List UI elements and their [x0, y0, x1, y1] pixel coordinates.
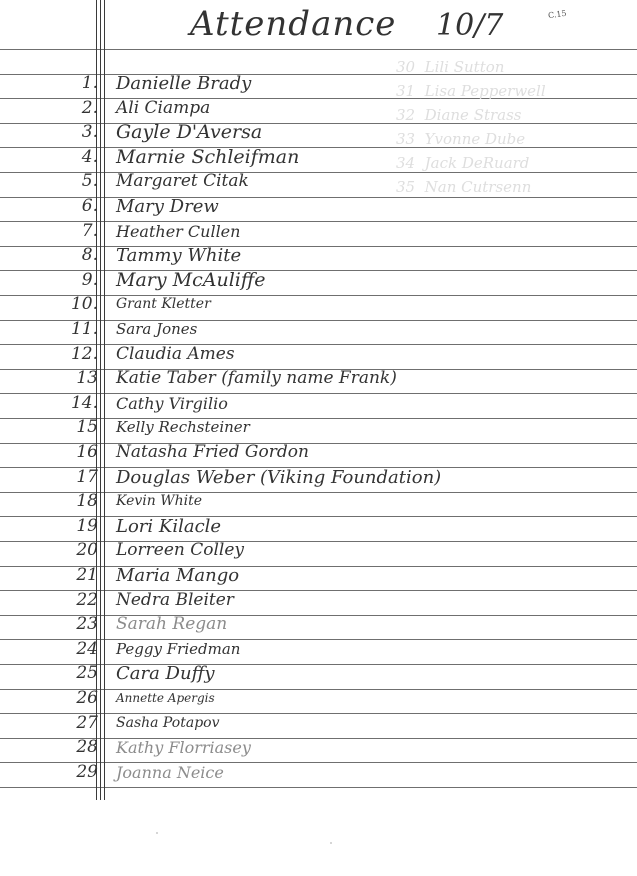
list-item	[0, 145, 637, 170]
list-item	[0, 465, 637, 490]
entry-number: 29	[76, 762, 98, 782]
paper-speck	[156, 832, 158, 834]
entry-number: 24	[76, 639, 98, 659]
attendee-name: Lorreen Colley	[116, 540, 245, 560]
attendee-name: Heather Cullen	[116, 222, 241, 241]
entry-number: 17	[76, 467, 98, 487]
list-item	[0, 342, 637, 367]
attendee-name: Douglas Weber (Viking Foundation)	[116, 467, 442, 488]
list-item	[0, 514, 637, 539]
corner-mark: C.15	[547, 8, 568, 21]
entry-number: 8.	[81, 245, 98, 265]
entry-number: 22	[76, 590, 98, 610]
list-item	[0, 169, 637, 194]
list-item	[0, 661, 637, 686]
list-item	[0, 563, 637, 588]
attendee-name: Cathy Virgilio	[116, 394, 228, 413]
attendee-name: Annette Apergis	[116, 691, 215, 705]
paper-speck	[330, 842, 332, 844]
attendee-name: Grant Kletter	[116, 296, 211, 312]
list-item	[0, 489, 637, 514]
attendee-name: Claudia Ames	[116, 344, 235, 364]
attendee-name: Ali Ciampa	[116, 98, 211, 118]
entry-number: 25	[76, 663, 98, 683]
list-item	[0, 760, 637, 785]
attendee-name: Katie Taber (family name Frank)	[116, 368, 397, 388]
entry-number: 11.	[70, 319, 98, 339]
attendee-name: Tammy White	[116, 245, 242, 266]
list-item	[0, 612, 637, 637]
attendee-name: Nedra Bleiter	[116, 590, 234, 610]
attendee-name: Kevin White	[116, 493, 203, 509]
list-item	[0, 96, 637, 121]
entry-number: 5.	[81, 171, 98, 191]
entry-number: 14.	[70, 393, 98, 413]
entry-number: 13	[76, 368, 98, 388]
attendee-name: Kelly Rechsteiner	[116, 418, 250, 436]
list-item	[0, 711, 637, 736]
attendee-name: Margaret Citak	[116, 171, 249, 191]
entry-number: 6.	[81, 196, 98, 216]
list-item	[0, 637, 637, 662]
entry-number: 19	[76, 516, 98, 536]
list-item	[0, 366, 637, 391]
entry-number: 1.	[81, 73, 98, 93]
list-item	[0, 243, 637, 268]
list-item	[0, 415, 637, 440]
attendee-name: Natasha Fried Gordon	[116, 442, 309, 462]
attendee-name: Gayle D'Aversa	[116, 121, 263, 143]
list-item	[0, 219, 637, 244]
page-date: 10/7	[436, 8, 504, 43]
list-item	[0, 71, 637, 96]
page-title: Attendance	[190, 4, 397, 44]
list-item	[0, 440, 637, 465]
bleed-through-text: 30 Lili Sutton 31 Lisa Pepperwell 32 Diane Strass 33 Yvonne Dube 34 Jack DeRuard 35 Nan Cutrsenn	[396, 58, 546, 196]
list-item	[0, 735, 637, 760]
attendee-name: Cara Duffy	[116, 663, 215, 684]
entry-number: 9.	[81, 270, 98, 290]
entry-number: 15	[76, 417, 98, 437]
list-item	[0, 120, 637, 145]
attendee-name: Mary McAuliffe	[116, 269, 266, 291]
attendee-name: Kathy Florriasey	[116, 738, 251, 757]
attendee-name: Sarah Regan	[116, 614, 228, 634]
list-item	[0, 686, 637, 711]
entry-number: 16	[76, 442, 98, 462]
entry-number: 4.	[81, 147, 98, 167]
list-item	[0, 292, 637, 317]
entry-number: 21	[76, 565, 98, 585]
entry-number: 27	[76, 713, 98, 733]
entry-number: 12.	[70, 344, 98, 364]
entry-number: 2.	[81, 98, 98, 118]
entry-number: 23	[76, 614, 98, 634]
attendee-name: Danielle Brady	[116, 73, 252, 94]
attendee-name: Maria Mango	[116, 565, 240, 586]
attendee-name: Joanna Neice	[116, 763, 224, 782]
list-item	[0, 317, 637, 342]
list-item	[0, 391, 637, 416]
list-item	[0, 538, 637, 563]
list-item	[0, 268, 637, 293]
entry-number: 20	[76, 540, 98, 560]
attendee-name: Lori Kilacle	[116, 516, 222, 537]
attendee-name: Marnie Schleifman	[116, 146, 300, 168]
attendee-name: Sasha Potapov	[116, 715, 220, 731]
entry-number: 3.	[81, 122, 98, 142]
attendee-name: Mary Drew	[116, 196, 219, 217]
list-item	[0, 588, 637, 613]
attendee-name: Sara Jones	[116, 320, 198, 338]
entry-number: 28	[76, 737, 98, 757]
entry-number: 10.	[70, 294, 98, 314]
list-item	[0, 194, 637, 219]
entry-number: 7.	[81, 221, 98, 241]
entry-number: 18	[76, 491, 98, 511]
entry-number: 26	[76, 688, 98, 708]
attendee-name: Peggy Friedman	[116, 640, 241, 658]
